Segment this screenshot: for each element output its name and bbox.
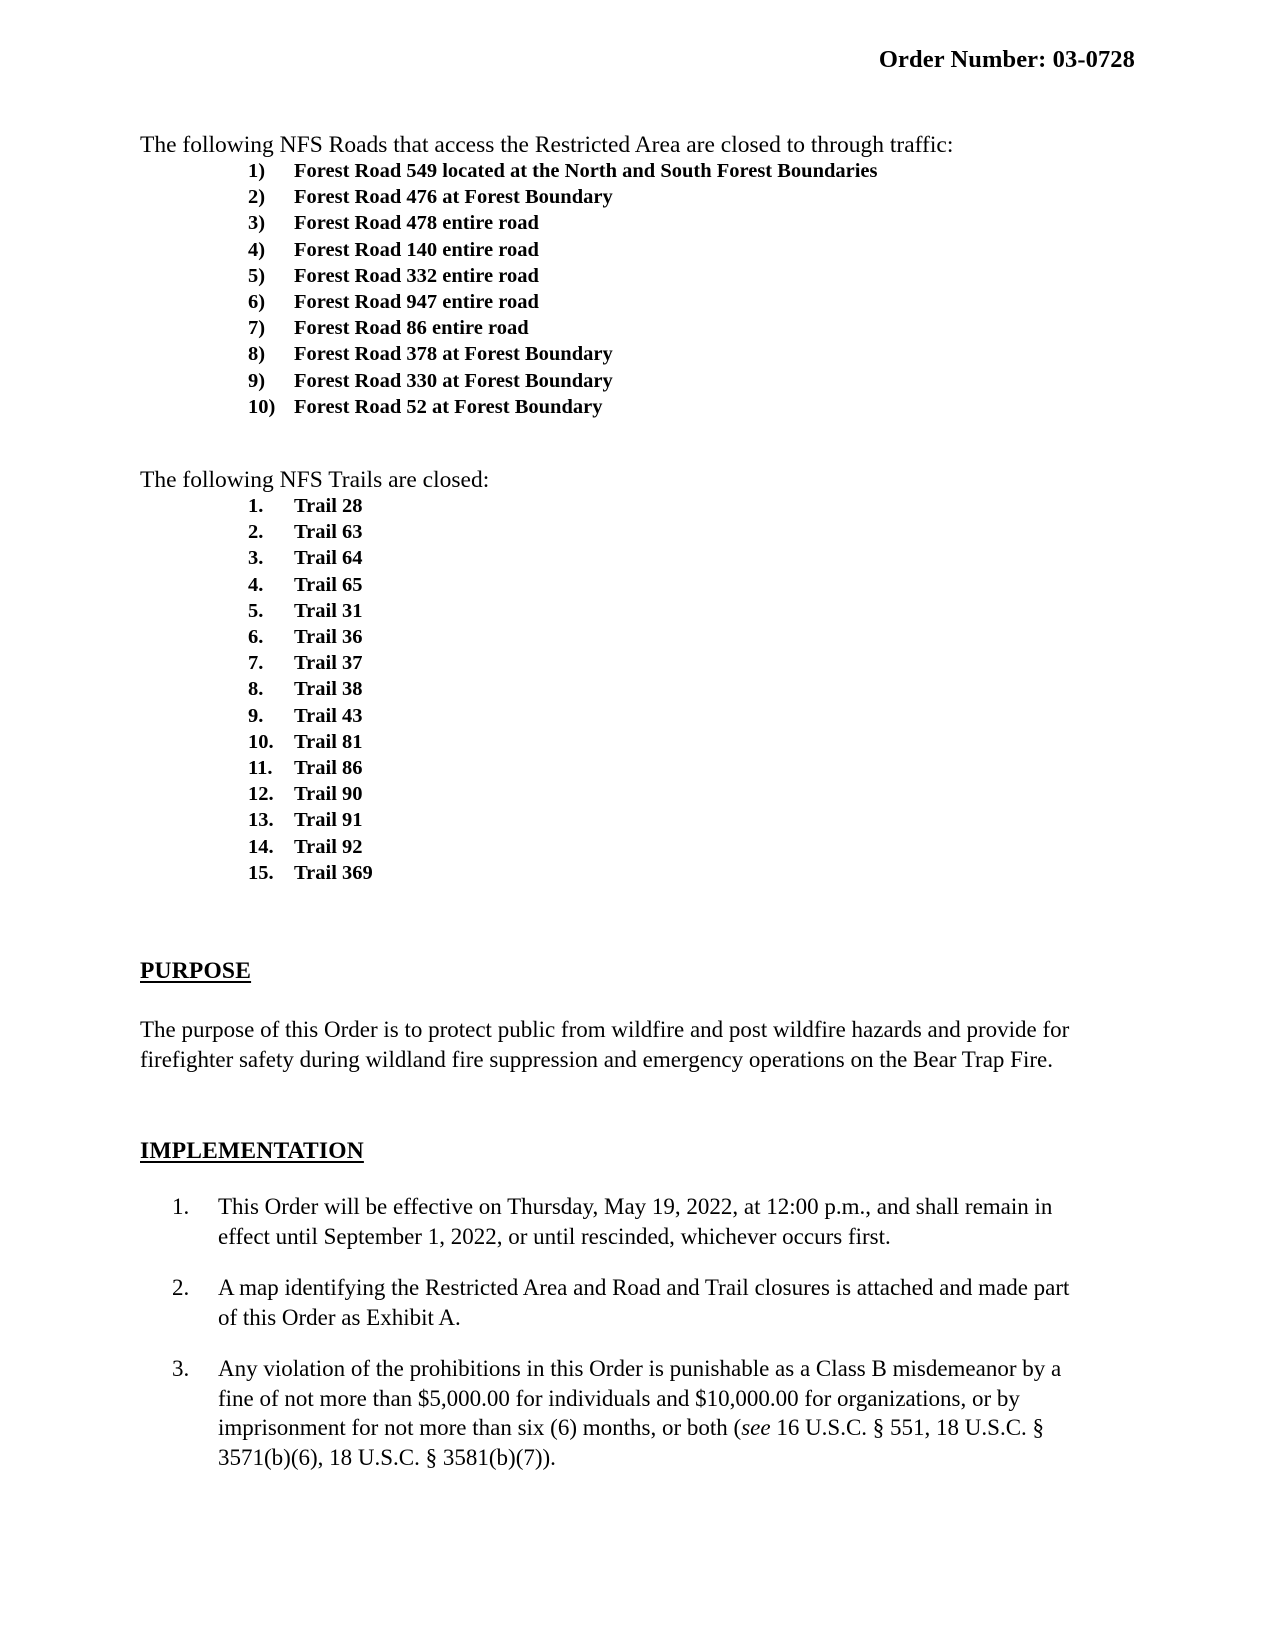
road-item-marker: 10)	[248, 395, 276, 418]
road-item-label: Forest Road 86 entire road	[294, 317, 529, 340]
trail-item	[248, 807, 373, 833]
trail-item	[248, 703, 373, 729]
trail-item-marker: 7.	[248, 652, 264, 675]
trail-item-label: Trail 38	[294, 678, 363, 701]
trail-item-marker: 9.	[248, 704, 264, 727]
trail-item-marker: 15.	[248, 861, 274, 884]
trail-item-label: Trail 90	[294, 783, 363, 806]
road-item-label: Forest Road 549 located at the North and South Forest Boundaries	[294, 160, 878, 182]
implementation-item-marker: 2.	[172, 1275, 190, 1300]
implementation-item-marker: 3.	[172, 1356, 190, 1381]
trail-item-label: Trail 28	[294, 495, 363, 517]
trail-item	[248, 572, 373, 598]
trail-item	[248, 676, 373, 702]
purpose-paragraph: The purpose of this Order is to protect public from wildfire and post wildfire hazards and provide for firefighter safety during wildland fire suppression and emergency operations on the Bear Trap Fire.	[140, 1017, 1070, 1072]
trail-item	[248, 729, 373, 755]
trail-item-label: Trail 86	[294, 757, 363, 780]
trail-item-marker: 1.	[248, 495, 264, 517]
trail-item	[248, 860, 373, 886]
trail-item	[248, 624, 373, 650]
trail-item	[248, 650, 373, 676]
trail-item-label: Trail 64	[294, 547, 363, 570]
road-item-label: Forest Road 52 at Forest Boundary	[294, 395, 603, 418]
road-item-marker: 7)	[248, 317, 266, 340]
trail-item-label: Trail 91	[294, 809, 363, 832]
trail-item-label: Trail 81	[294, 730, 363, 753]
road-item	[248, 315, 878, 341]
implementation-heading: IMPLEMENTATION	[140, 1138, 364, 1164]
road-item-marker: 1)	[248, 160, 266, 182]
road-item	[248, 263, 878, 289]
road-item	[248, 184, 878, 210]
road-item	[248, 210, 878, 236]
trail-item-label: Trail 31	[294, 599, 363, 622]
implementation-item-text: Any violation of the prohibitions in this Order is punishable as a Class B misdemeanor by a fine of not more than $5,000.00 for individuals and $10,000.00 for organizations, or by imprisonment for not more than six (6) months, or both (see 16 U.S.C. § 551, 18 U.S.C. § 3571(b)(6), 18 U.S.C. § 3581(b)(7)).	[218, 1356, 1062, 1470]
trail-item-label: Trail 36	[294, 626, 363, 649]
implementation-list	[172, 1192, 1077, 1494]
road-item-marker: 3)	[248, 212, 266, 235]
trail-item-label: Trail 63	[294, 521, 363, 544]
trail-item-marker: 8.	[248, 678, 264, 701]
road-item-label: Forest Road 332 entire road	[294, 264, 539, 287]
road-item	[248, 237, 878, 263]
road-item-label: Forest Road 378 at Forest Boundary	[294, 343, 613, 366]
road-item	[248, 368, 878, 394]
implementation-item	[172, 1192, 1077, 1251]
road-item-label: Forest Road 478 entire road	[294, 212, 539, 235]
trail-item-marker: 13.	[248, 809, 274, 832]
trail-item-marker: 5.	[248, 599, 264, 622]
implementation-item-text: A map identifying the Restricted Area and Road and Trail closures is attached and made part of this Order as Exhibit A.	[218, 1275, 1070, 1330]
trail-item-marker: 2.	[248, 521, 264, 544]
road-item-marker: 9)	[248, 369, 266, 392]
road-item	[248, 158, 878, 184]
trail-item-label: Trail 369	[294, 861, 373, 884]
nfs-roads-list	[248, 158, 878, 420]
trail-item-label: Trail 37	[294, 652, 363, 675]
trail-item-marker: 3.	[248, 547, 264, 570]
road-item-label: Forest Road 476 at Forest Boundary	[294, 186, 613, 209]
legal-citation-signal: see	[741, 1415, 771, 1440]
trail-item	[248, 545, 373, 571]
order-number-header: Order Number: 03-0728	[878, 46, 1135, 73]
implementation-item	[172, 1354, 1077, 1472]
trail-item	[248, 755, 373, 781]
road-item-marker: 6)	[248, 291, 266, 314]
road-item-marker: 4)	[248, 238, 266, 261]
trail-item-marker: 6.	[248, 626, 264, 649]
road-item	[248, 289, 878, 315]
roads-intro-line: The following NFS Roads that access the Restricted Area are closed to through traffic:	[140, 132, 954, 158]
trail-item-label: Trail 92	[294, 835, 363, 858]
trail-item-label: Trail 65	[294, 573, 363, 596]
trail-item-marker: 11.	[248, 757, 273, 780]
implementation-item	[172, 1273, 1077, 1332]
road-item-marker: 2)	[248, 186, 266, 209]
trail-item	[248, 781, 373, 807]
road-item-marker: 8)	[248, 343, 266, 366]
trail-item-marker: 14.	[248, 835, 274, 858]
nfs-trails-list	[248, 493, 373, 886]
trail-item	[248, 493, 373, 519]
implementation-item-marker: 1.	[172, 1194, 190, 1219]
purpose-heading: PURPOSE	[140, 958, 252, 984]
trail-item-label: Trail 43	[294, 704, 363, 727]
road-item-marker: 5)	[248, 264, 266, 287]
trail-item	[248, 834, 373, 860]
implementation-item-text: This Order will be effective on Thursday, May 19, 2022, at 12:00 p.m., and shall remain in effect until September 1, 2022, or until rescinded, whichever occurs first.	[218, 1194, 1053, 1249]
trail-item-marker: 4.	[248, 573, 264, 596]
road-item-label: Forest Road 947 entire road	[294, 291, 539, 314]
road-item	[248, 394, 878, 420]
trail-item-marker: 10.	[248, 730, 274, 753]
road-item	[248, 341, 878, 367]
trail-item	[248, 519, 373, 545]
road-item-label: Forest Road 330 at Forest Boundary	[294, 369, 613, 392]
trails-intro-line: The following NFS Trails are closed:	[140, 467, 490, 493]
road-item-label: Forest Road 140 entire road	[294, 238, 539, 261]
trail-item	[248, 598, 373, 624]
trail-item-marker: 12.	[248, 783, 274, 806]
